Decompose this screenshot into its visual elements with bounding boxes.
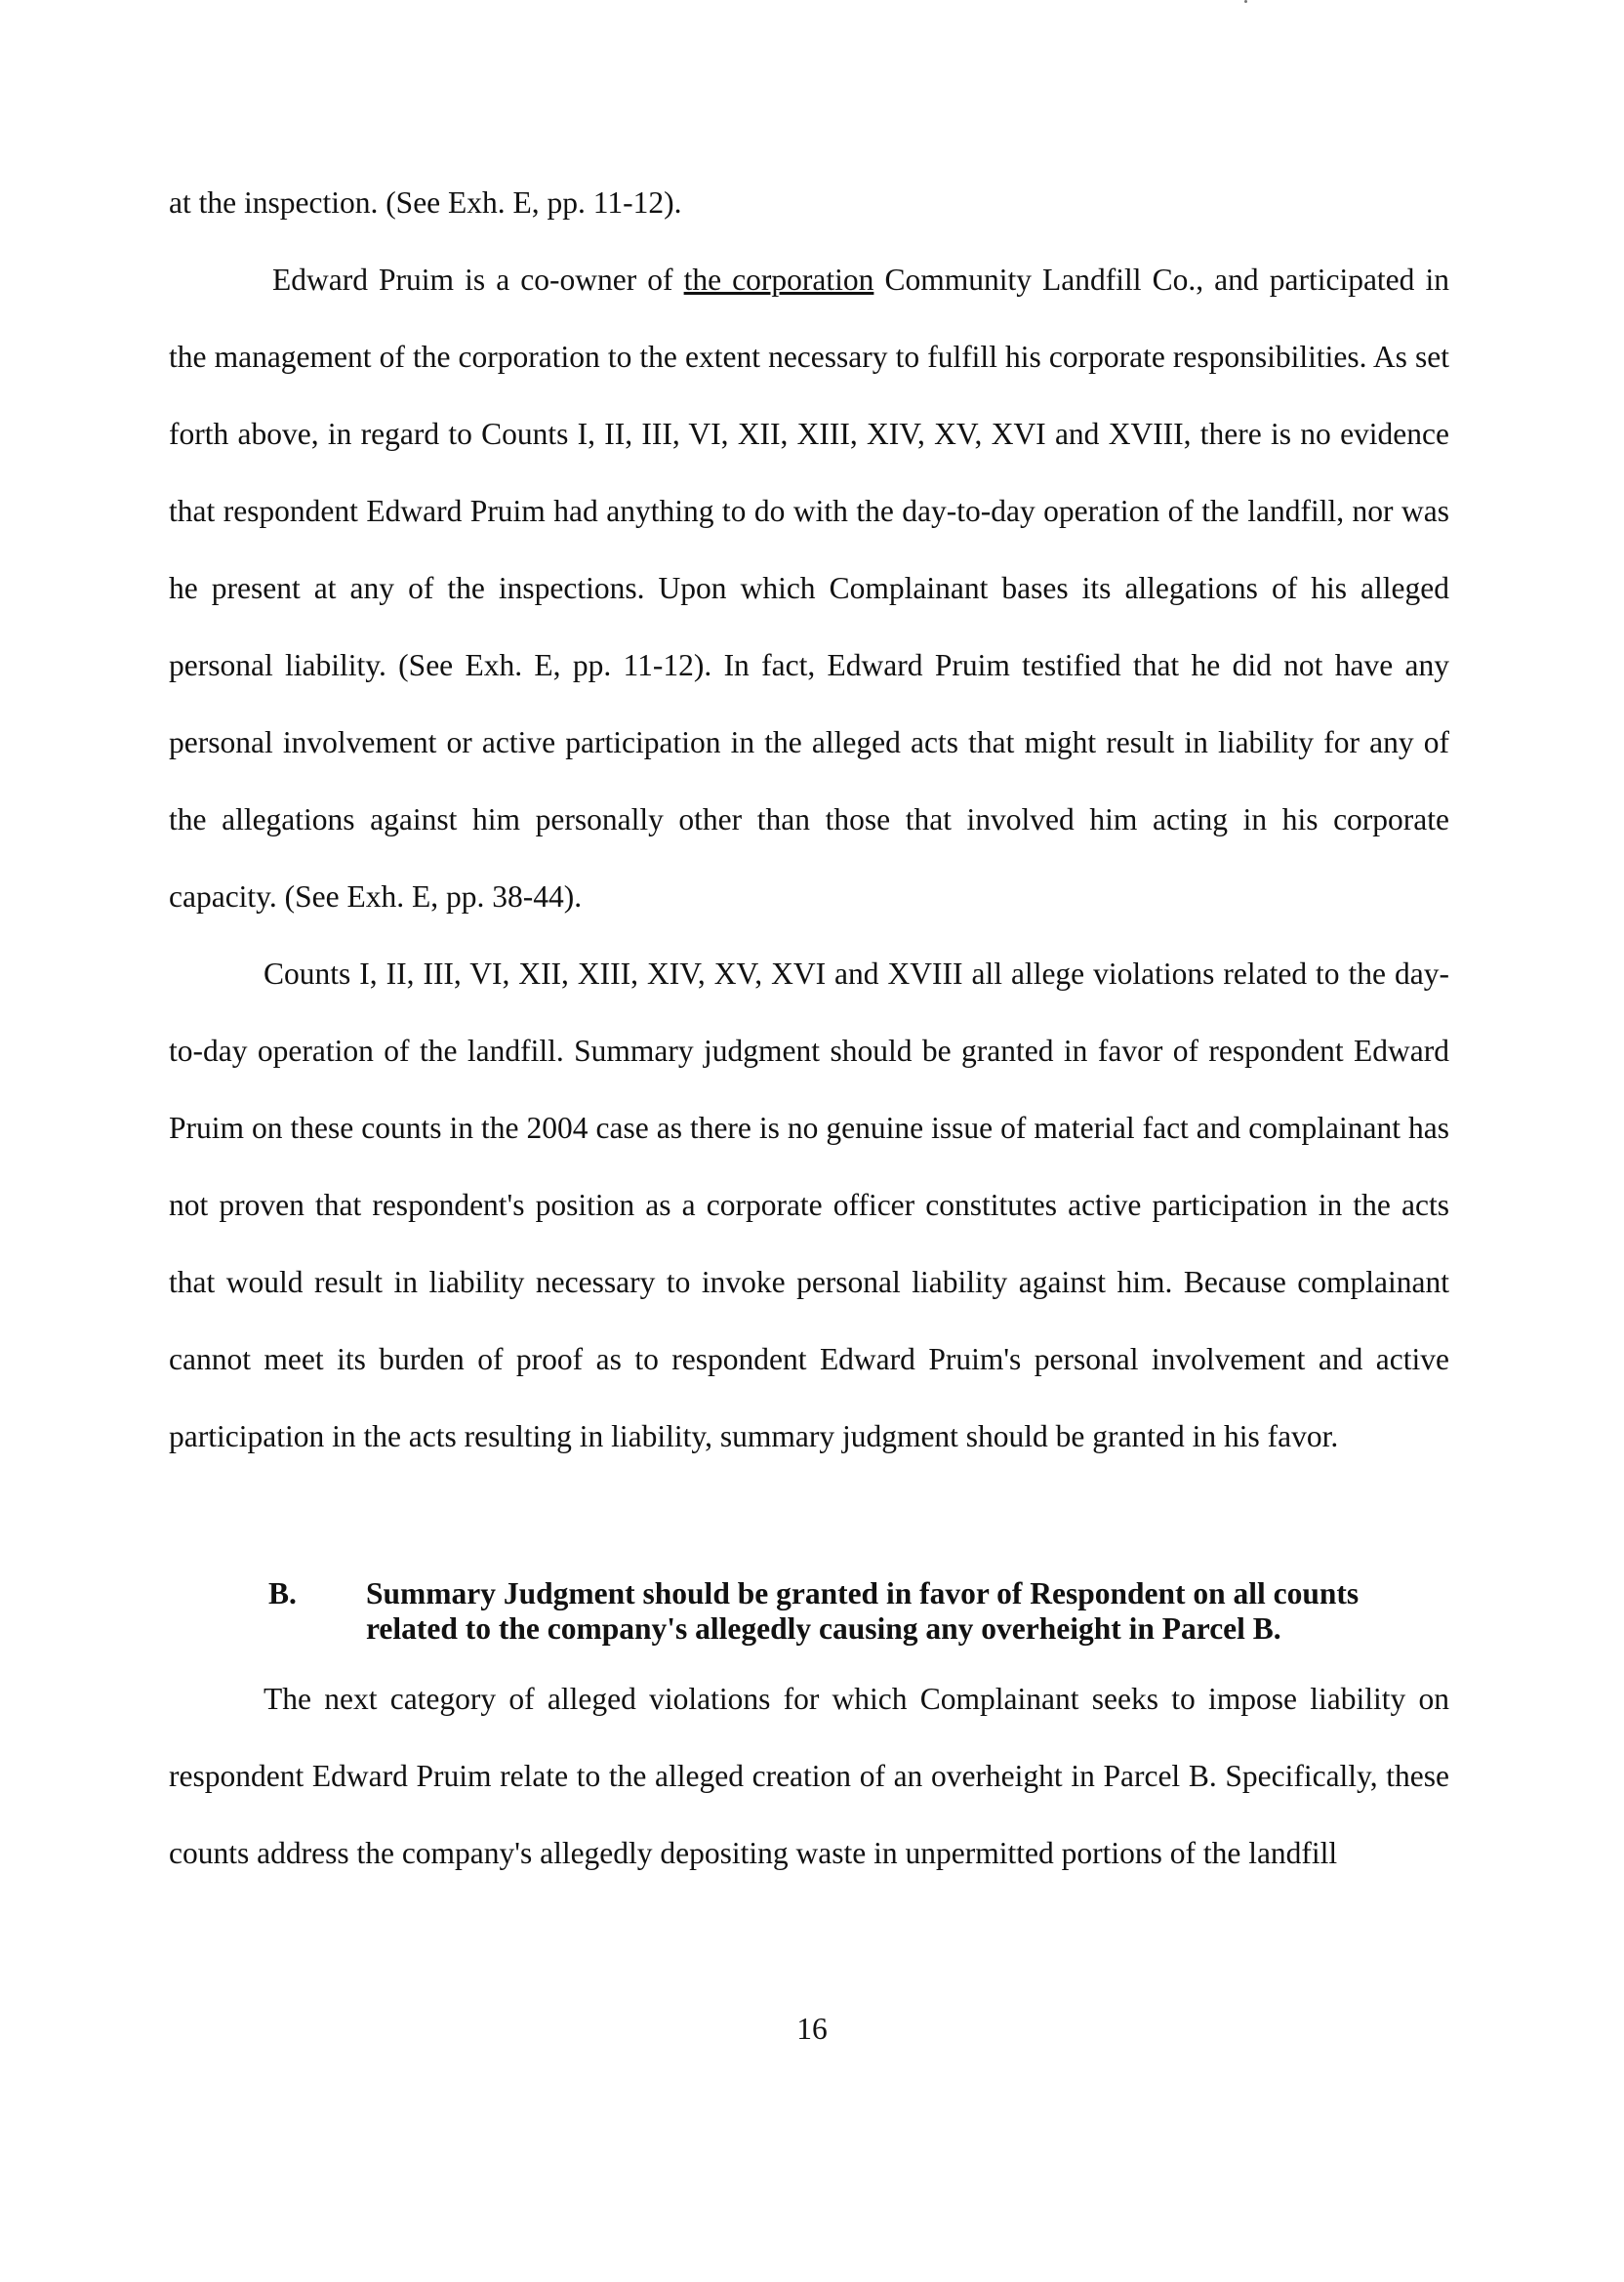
underlined-phrase: the corporation bbox=[683, 263, 874, 297]
paragraph-text-rest: Community Landfill Co., and participated in the management of the corporation to the extent necessary to fulfill his corporate responsibilities. As set forth above, in regard to Counts I, II, III, VI, XII, XIII, XIV, XV, XVI and XVIII, there is no evidence that respondent Edward Pruim had anything to do with the day-to-day operation of the landfill, nor was he present at any of the inspections. Upon which Complainant bases its allegations of his alleged personal liability. (See Exh. E, pp. 11-12). In fact, Edward Pruim testified that he did not have any personal involvement or active participation in the alleged acts that might result in liability for any of the allegations against him personally other than those that involved him acting in his corporate capacity. (See Exh. E, pp. 38-44). bbox=[169, 263, 1449, 914]
paragraph-overheight bbox=[169, 1660, 1449, 1892]
paragraph-continuation bbox=[169, 164, 1449, 241]
paragraph-text: Counts I, II, III, VI, XII, XIII, XIV, XV, XVI and XVIII all allege violations related to the day-to-day operation of the landfill. Summary judgment should be granted in favor of respondent Edward Pruim on these counts in the 2004 case as there is no genuine issue of material fact and complainant has not proven that respondent's position as a corporate officer constitutes active participation in the acts that would result in liability necessary to invoke personal liability against him. Because complainant cannot meet its burden of proof as to respondent Edward Pruim's personal involvement and active participation in the acts resulting in liability, summary judgment should be granted in his favor. bbox=[169, 957, 1449, 1453]
page-number: 16 bbox=[796, 2012, 828, 2046]
paragraph-ownership bbox=[169, 241, 1449, 935]
paragraph-counts bbox=[169, 935, 1449, 1475]
paragraph-text: at the inspection. (See Exh. E, pp. 11-12). bbox=[169, 185, 682, 220]
section-heading-text: Summary Judgment should be granted in favor of Respondent on all counts related to the company's allegedly causing any overheight in Parcel B. bbox=[366, 1576, 1360, 1646]
paragraph-text: The next category of alleged violations for which Complainant seeks to impose liability on respondent Edward Pruim relate to the alleged creation of an overheight in Parcel B. Specifically, these counts address the company's allegedly depositing waste in unpermitted portions of the landfill bbox=[169, 1682, 1449, 1870]
section-heading-letter: B. bbox=[268, 1576, 297, 1610]
paragraph-text-start: Edward Pruim is a co-owner of bbox=[272, 263, 684, 297]
scan-speck bbox=[1244, 0, 1247, 3]
